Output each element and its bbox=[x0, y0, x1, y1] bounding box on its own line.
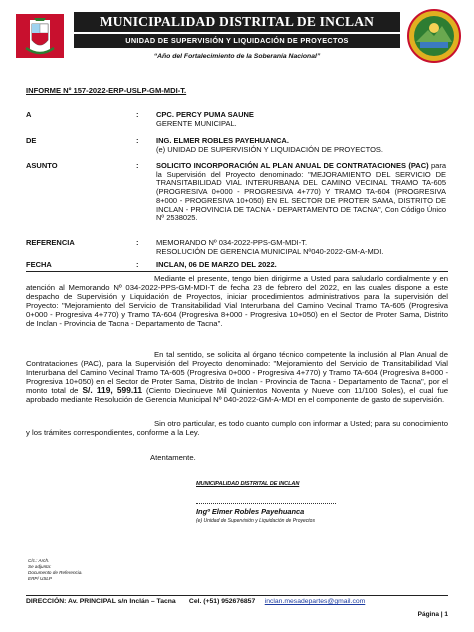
letterhead bbox=[12, 8, 462, 70]
colon: : bbox=[136, 161, 139, 170]
sender-position: (e) UNIDAD DE SUPERVISIÓN Y LIQUIDACIÓN DE PROYECTOS. bbox=[156, 144, 383, 154]
addressee-position: GERENTE MUNICIPAL. bbox=[156, 118, 237, 128]
municipal-seal-icon bbox=[406, 8, 462, 64]
unit-subtitle: UNIDAD DE SUPERVISIÓN Y LIQUIDACIÓN DE PROYECTOS bbox=[74, 34, 400, 48]
subject-heading: SOLICITO INCORPORACIÓN AL PLAN ANUAL DE CONTRATACIONES (PAC) bbox=[156, 161, 429, 170]
subject-label: ASUNTO bbox=[26, 161, 58, 170]
colon: : bbox=[136, 260, 139, 269]
municipality-title: MUNICIPALIDAD DISTRITAL DE INCLAN bbox=[74, 12, 400, 32]
cc-line: Documento de Referencia. bbox=[28, 570, 83, 575]
signatory-unit: (e) Unidad de Supervisión y Liquidación de Proyectos bbox=[196, 518, 315, 524]
paragraph-3: Sin otro particular, es todo cuanto cumplo con informar a Usted; para su conocimiento y los trámites correspondientes, conforme a la Ley. bbox=[26, 419, 448, 438]
peru-coat-of-arms-icon bbox=[12, 10, 68, 62]
paragraph-2 bbox=[26, 350, 448, 405]
reference-resolution: RESOLUCIÓN DE GERENCIA MUNICIPAL Nº040-2022-GM-A-MDI. bbox=[156, 246, 384, 256]
date-label: FECHA bbox=[26, 260, 52, 269]
carbon-copy bbox=[28, 558, 83, 582]
paragraph-2-text: En tal sentido, se solicita al órgano técnico competente la inclusión al Plan Anual de Contrataciones (PAC), para la Supervisión del Proyecto denominado: "Mejoramiento del Servicio de Transitabilidad Vial Interurbana del Camino Vecinal Tramo TA-605 (Progresiva 0+000 - Progresiva 4+770) y Tramo TA-604 (Progresiva 8+000 - Progresiva 10+050) en el Sector de Proter Sama, Distrito de Inclan - Provincia de Tacna - Departamento de Tacna", por el monto total de bbox=[26, 350, 448, 396]
from-label: DE bbox=[26, 136, 37, 145]
footer bbox=[26, 598, 448, 605]
footer-address: DIRECCIÓN: Av. PRINCIPAL s/n Inclán – Tacna bbox=[26, 598, 176, 605]
footer-divider bbox=[26, 595, 448, 596]
cc-line: Se adjunta: bbox=[28, 564, 52, 569]
colon: : bbox=[136, 238, 139, 247]
page-number: Página | 1 bbox=[417, 611, 448, 618]
signature-line bbox=[196, 503, 336, 504]
cc-line: C/c.: Arch. bbox=[28, 558, 50, 563]
reference-memo: MEMORANDO Nº 034-2022-PPS-GM-MDI-T. bbox=[156, 238, 308, 247]
colon: : bbox=[136, 110, 139, 119]
year-motto: “Año del Fortalecimiento de la Soberanía Nacional” bbox=[153, 53, 321, 60]
subject-text: para la Supervisión del Proyecto denominado: "MEJORAMIENTO DEL SERVICIO DE TRANSITABILIDAD VIAL INTERURBANA DEL CAMINO VECINAL TRAMO TA-605 (PROGRESIVA 0+000 - PROGRESIVA 4+770) Y TRAMO TA-604 (PROGRESIVA 8+000 - PROGRESIVA 10+050) EN EL SECTOR DE PROTER SAMA, DISTRITO DE INCLAN - PROVINCIA DE TACNA - DEPARTAMENTO DE TACNA", Con Código Único Nº 2538025. bbox=[156, 161, 446, 223]
colon: : bbox=[136, 136, 139, 145]
footer-email-link[interactable]: inclan.mesadepartes@gmail.com bbox=[264, 598, 366, 605]
date-value: INCLAN, 06 DE MARZO DEL 2022. bbox=[156, 260, 277, 269]
signature-org: MUNICIPALIDAD DISTRITAL DE INCLAN bbox=[196, 481, 300, 487]
signatory-name: Ingº Elmer Robles Payehuanca bbox=[196, 507, 305, 516]
paragraph-1: Mediante el presente, tengo bien dirigirme a Usted para saludarlo cordialmente y en atención al Memorando Nº 034-2022-PPS-GM-MDI-T de fecha 23 de febrero del 2022, en las cuales dispone a este despacho de Supervisión y Liquidación de Proyectos, iniciar procedimientos administrativos para la supervisión del Proyecto: "Mejoramiento del Servicio de Transitabilidad Vial Interurbana del Camino Vecinal Tramo TA-605 (Progresiva 0+000 - Progresiva 4+770) y Tramo TA-604 (Progresiva 8+000 - Progresiva 10+050) en el Sector de Proter Sama, Distrito de Inclan - Provincia de Tacna - Departamento de Tacna". bbox=[26, 274, 448, 329]
reference-label: REFERENCIA bbox=[26, 238, 75, 247]
divider bbox=[26, 271, 448, 272]
cc-line: ERP/ USLP bbox=[28, 576, 52, 581]
sender-name: ING. ELMER ROBLES PAYEHUANCA. bbox=[156, 136, 289, 145]
addressee-name: CPC. PERCY PUMA SAUNE bbox=[156, 110, 254, 119]
footer-phone: Cel. (+51) 952676857 bbox=[188, 598, 256, 605]
total-amount: S/. 119, 599.11 bbox=[82, 385, 143, 396]
report-number: INFORME Nº 157-2022-ERP-USLP-GM-MDI-T. bbox=[26, 86, 187, 95]
closing: Atentamente. bbox=[150, 453, 196, 462]
paragraph-2-continuation: (Ciento Diecinueve Mil Quinientos Noventa y Nueve con 11/100 Soles), el cual fue aprobado mediante Resolución de Gerencia Municipal Nº 040-2022-GM-A-MDI en el componente de gasto de supervisión. bbox=[26, 386, 449, 405]
signature-stamp bbox=[196, 481, 356, 487]
to-label: A bbox=[26, 110, 32, 119]
